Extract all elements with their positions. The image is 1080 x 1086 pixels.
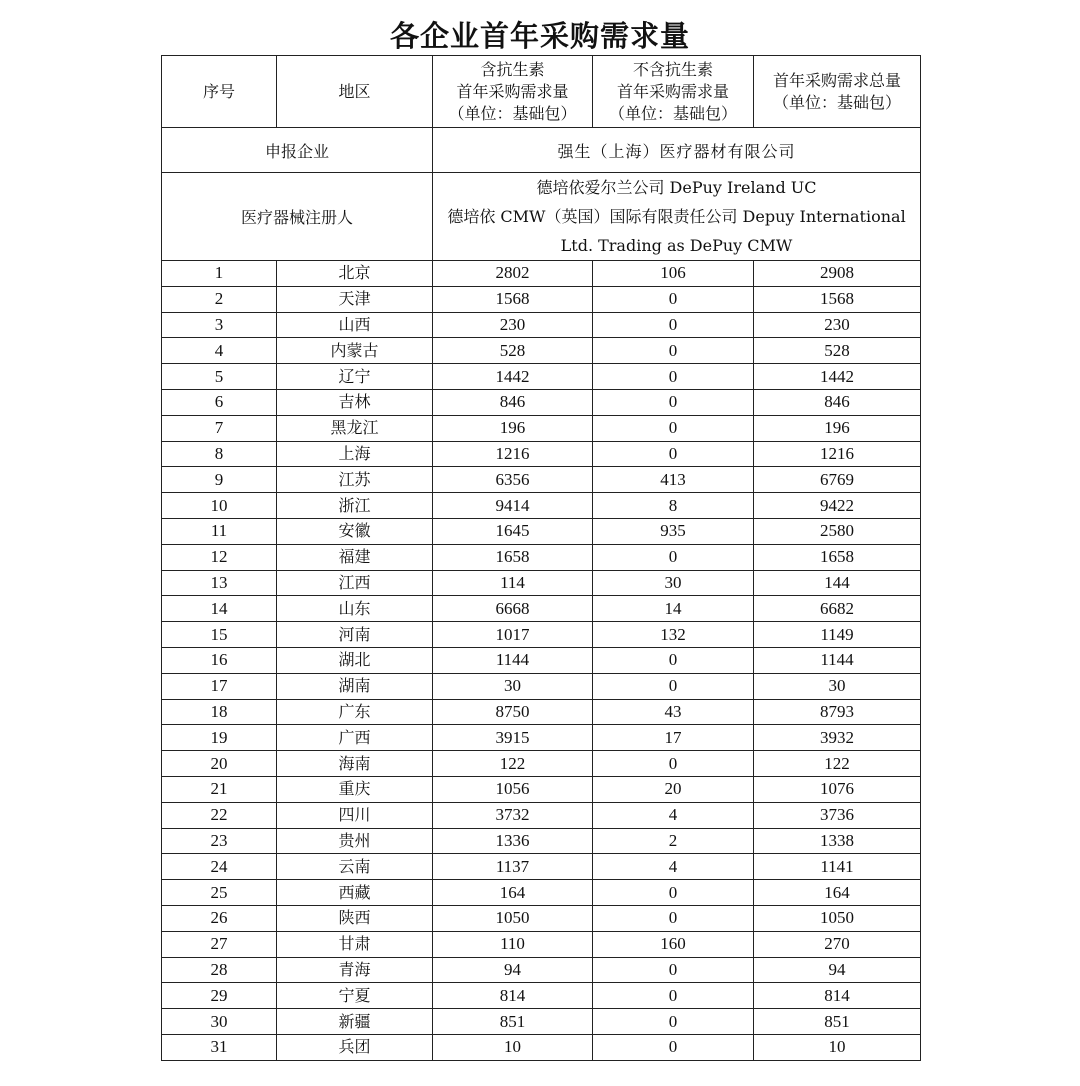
cell-seq: 10 — [162, 493, 277, 519]
cell-total: 10 — [754, 1034, 921, 1060]
registrant-label: 医疗器械注册人 — [162, 173, 433, 261]
cell-total: 814 — [754, 983, 921, 1009]
cell-without-antibiotic: 0 — [593, 338, 754, 364]
cell-seq: 11 — [162, 518, 277, 544]
cell-region: 贵州 — [277, 828, 433, 854]
cell-with-antibiotic: 196 — [433, 415, 593, 441]
cell-without-antibiotic: 0 — [593, 364, 754, 390]
cell-seq: 25 — [162, 880, 277, 906]
cell-with-antibiotic: 2802 — [433, 261, 593, 287]
cell-without-antibiotic: 0 — [593, 441, 754, 467]
cell-without-antibiotic: 0 — [593, 751, 754, 777]
table-row — [162, 518, 921, 544]
cell-total: 3932 — [754, 725, 921, 751]
cell-with-antibiotic: 1017 — [433, 622, 593, 648]
cell-seq: 8 — [162, 441, 277, 467]
cell-region: 湖南 — [277, 673, 433, 699]
table-row — [162, 673, 921, 699]
cell-total: 1216 — [754, 441, 921, 467]
cell-seq: 31 — [162, 1034, 277, 1060]
cell-with-antibiotic: 1050 — [433, 905, 593, 931]
cell-with-antibiotic: 30 — [433, 673, 593, 699]
cell-seq: 13 — [162, 570, 277, 596]
cell-without-antibiotic: 0 — [593, 880, 754, 906]
table-row — [162, 364, 921, 390]
header-seq: 序号 — [162, 56, 277, 128]
cell-seq: 24 — [162, 854, 277, 880]
applicant-row — [162, 128, 921, 173]
header-without-antibiotic-line-1: 不含抗生素 — [632, 59, 713, 79]
header-without-antibiotic-line-3: （单位：基础包） — [608, 103, 737, 123]
cell-seq: 6 — [162, 389, 277, 415]
table-row — [162, 544, 921, 570]
cell-seq: 23 — [162, 828, 277, 854]
table-row — [162, 957, 921, 983]
cell-region: 江西 — [277, 570, 433, 596]
cell-without-antibiotic: 4 — [593, 802, 754, 828]
cell-total: 1149 — [754, 622, 921, 648]
header-without-antibiotic — [593, 56, 754, 128]
cell-region: 河南 — [277, 622, 433, 648]
cell-with-antibiotic: 1144 — [433, 647, 593, 673]
cell-with-antibiotic: 1658 — [433, 544, 593, 570]
cell-seq: 14 — [162, 596, 277, 622]
table-row — [162, 931, 921, 957]
cell-region: 兵团 — [277, 1034, 433, 1060]
table-row — [162, 261, 921, 287]
cell-without-antibiotic: 4 — [593, 854, 754, 880]
cell-region: 安徽 — [277, 518, 433, 544]
cell-seq: 16 — [162, 647, 277, 673]
cell-without-antibiotic: 413 — [593, 467, 754, 493]
cell-with-antibiotic: 846 — [433, 389, 593, 415]
cell-total: 230 — [754, 312, 921, 338]
cell-without-antibiotic: 20 — [593, 776, 754, 802]
table-row — [162, 725, 921, 751]
cell-without-antibiotic: 0 — [593, 544, 754, 570]
cell-total: 1076 — [754, 776, 921, 802]
cell-region: 天津 — [277, 286, 433, 312]
table-row — [162, 338, 921, 364]
cell-total: 1144 — [754, 647, 921, 673]
cell-seq: 3 — [162, 312, 277, 338]
cell-without-antibiotic: 0 — [593, 905, 754, 931]
cell-with-antibiotic: 3732 — [433, 802, 593, 828]
cell-seq: 9 — [162, 467, 277, 493]
cell-region: 福建 — [277, 544, 433, 570]
cell-without-antibiotic: 2 — [593, 828, 754, 854]
cell-seq: 17 — [162, 673, 277, 699]
cell-total: 6769 — [754, 467, 921, 493]
cell-region: 山西 — [277, 312, 433, 338]
cell-region: 西藏 — [277, 880, 433, 906]
table-row — [162, 622, 921, 648]
table-row — [162, 312, 921, 338]
cell-with-antibiotic: 1442 — [433, 364, 593, 390]
table-row — [162, 441, 921, 467]
header-total — [754, 56, 921, 128]
cell-region: 辽宁 — [277, 364, 433, 390]
cell-region: 四川 — [277, 802, 433, 828]
cell-without-antibiotic: 0 — [593, 983, 754, 1009]
registrant-line-3: Ltd. Trading as DePuy CMW — [560, 236, 793, 255]
cell-region: 江苏 — [277, 467, 433, 493]
cell-seq: 4 — [162, 338, 277, 364]
cell-region: 山东 — [277, 596, 433, 622]
registrant-line-2: 德培依 CMW（英国）国际有限责任公司 Depuy International — [447, 207, 906, 226]
table-row — [162, 905, 921, 931]
cell-total: 30 — [754, 673, 921, 699]
applicant-value: 强生（上海）医疗器材有限公司 — [433, 128, 921, 173]
cell-with-antibiotic: 164 — [433, 880, 593, 906]
cell-without-antibiotic: 0 — [593, 286, 754, 312]
cell-with-antibiotic: 6668 — [433, 596, 593, 622]
table-row — [162, 983, 921, 1009]
header-with-antibiotic-line-2: 首年采购需求量 — [456, 81, 569, 101]
cell-region: 海南 — [277, 751, 433, 777]
applicant-label: 申报企业 — [162, 128, 433, 173]
table-row — [162, 415, 921, 441]
cell-without-antibiotic: 0 — [593, 389, 754, 415]
cell-seq: 27 — [162, 931, 277, 957]
header-total-line-2: （单位：基础包） — [772, 92, 901, 112]
cell-with-antibiotic: 1336 — [433, 828, 593, 854]
cell-with-antibiotic: 1216 — [433, 441, 593, 467]
table-row — [162, 647, 921, 673]
cell-seq: 19 — [162, 725, 277, 751]
cell-without-antibiotic: 132 — [593, 622, 754, 648]
cell-seq: 26 — [162, 905, 277, 931]
table-row — [162, 699, 921, 725]
cell-seq: 22 — [162, 802, 277, 828]
cell-region: 吉林 — [277, 389, 433, 415]
table-row — [162, 828, 921, 854]
cell-total: 8793 — [754, 699, 921, 725]
table-row — [162, 286, 921, 312]
cell-with-antibiotic: 1137 — [433, 854, 593, 880]
cell-region: 湖北 — [277, 647, 433, 673]
cell-region: 宁夏 — [277, 983, 433, 1009]
cell-without-antibiotic: 0 — [593, 1009, 754, 1035]
cell-region: 黑龙江 — [277, 415, 433, 441]
cell-seq: 20 — [162, 751, 277, 777]
cell-total: 164 — [754, 880, 921, 906]
cell-seq: 2 — [162, 286, 277, 312]
header-total-line-1: 首年采购需求总量 — [772, 70, 901, 90]
cell-with-antibiotic: 114 — [433, 570, 593, 596]
cell-with-antibiotic: 10 — [433, 1034, 593, 1060]
cell-region: 新疆 — [277, 1009, 433, 1035]
procurement-table — [161, 55, 921, 1061]
cell-without-antibiotic: 160 — [593, 931, 754, 957]
cell-without-antibiotic: 8 — [593, 493, 754, 519]
cell-region: 浙江 — [277, 493, 433, 519]
cell-without-antibiotic: 106 — [593, 261, 754, 287]
cell-seq: 15 — [162, 622, 277, 648]
cell-with-antibiotic: 122 — [433, 751, 593, 777]
cell-seq: 18 — [162, 699, 277, 725]
table-row — [162, 880, 921, 906]
cell-total: 1658 — [754, 544, 921, 570]
cell-with-antibiotic: 528 — [433, 338, 593, 364]
cell-seq: 7 — [162, 415, 277, 441]
cell-total: 196 — [754, 415, 921, 441]
cell-total: 2908 — [754, 261, 921, 287]
cell-with-antibiotic: 6356 — [433, 467, 593, 493]
cell-with-antibiotic: 94 — [433, 957, 593, 983]
cell-total: 1442 — [754, 364, 921, 390]
cell-without-antibiotic: 935 — [593, 518, 754, 544]
cell-total: 1568 — [754, 286, 921, 312]
header-with-antibiotic-line-1: 含抗生素 — [480, 59, 545, 79]
cell-seq: 28 — [162, 957, 277, 983]
cell-total: 144 — [754, 570, 921, 596]
table-row — [162, 1034, 921, 1060]
cell-without-antibiotic: 0 — [593, 957, 754, 983]
cell-total: 122 — [754, 751, 921, 777]
cell-without-antibiotic: 17 — [593, 725, 754, 751]
cell-total: 3736 — [754, 802, 921, 828]
table-row — [162, 596, 921, 622]
cell-region: 青海 — [277, 957, 433, 983]
page-title: 各企业首年采购需求量 — [389, 19, 690, 53]
table-row — [162, 493, 921, 519]
table-row — [162, 467, 921, 493]
header-row — [162, 56, 921, 128]
cell-without-antibiotic: 0 — [593, 312, 754, 338]
cell-seq: 30 — [162, 1009, 277, 1035]
table-row — [162, 751, 921, 777]
cell-without-antibiotic: 0 — [593, 647, 754, 673]
registrant-line-1: 德培依爱尔兰公司 DePuy Ireland UC — [536, 178, 817, 197]
cell-total: 851 — [754, 1009, 921, 1035]
table-row — [162, 570, 921, 596]
cell-total: 528 — [754, 338, 921, 364]
cell-with-antibiotic: 230 — [433, 312, 593, 338]
cell-without-antibiotic: 0 — [593, 415, 754, 441]
cell-region: 上海 — [277, 441, 433, 467]
cell-total: 2580 — [754, 518, 921, 544]
cell-seq: 29 — [162, 983, 277, 1009]
registrant-value — [433, 173, 921, 261]
cell-with-antibiotic: 814 — [433, 983, 593, 1009]
cell-with-antibiotic: 8750 — [433, 699, 593, 725]
cell-region: 内蒙古 — [277, 338, 433, 364]
cell-with-antibiotic: 1568 — [433, 286, 593, 312]
header-without-antibiotic-line-2: 首年采购需求量 — [616, 81, 729, 101]
table-row — [162, 389, 921, 415]
cell-without-antibiotic: 43 — [593, 699, 754, 725]
cell-without-antibiotic: 30 — [593, 570, 754, 596]
cell-seq: 21 — [162, 776, 277, 802]
cell-without-antibiotic: 0 — [593, 1034, 754, 1060]
registrant-row — [162, 173, 921, 261]
cell-total: 1050 — [754, 905, 921, 931]
table-row — [162, 1009, 921, 1035]
cell-region: 云南 — [277, 854, 433, 880]
cell-without-antibiotic: 14 — [593, 596, 754, 622]
header-with-antibiotic-line-3: （单位：基础包） — [448, 103, 577, 123]
cell-with-antibiotic: 9414 — [433, 493, 593, 519]
cell-without-antibiotic: 0 — [593, 673, 754, 699]
cell-region: 陕西 — [277, 905, 433, 931]
cell-total: 1141 — [754, 854, 921, 880]
cell-with-antibiotic: 851 — [433, 1009, 593, 1035]
cell-with-antibiotic: 3915 — [433, 725, 593, 751]
cell-total: 9422 — [754, 493, 921, 519]
cell-total: 1338 — [754, 828, 921, 854]
table-row — [162, 854, 921, 880]
cell-region: 广西 — [277, 725, 433, 751]
cell-total: 846 — [754, 389, 921, 415]
table-row — [162, 776, 921, 802]
cell-seq: 5 — [162, 364, 277, 390]
header-region: 地区 — [277, 56, 433, 128]
table-row — [162, 802, 921, 828]
cell-with-antibiotic: 110 — [433, 931, 593, 957]
cell-with-antibiotic: 1056 — [433, 776, 593, 802]
cell-total: 94 — [754, 957, 921, 983]
cell-seq: 12 — [162, 544, 277, 570]
cell-with-antibiotic: 1645 — [433, 518, 593, 544]
cell-region: 广东 — [277, 699, 433, 725]
cell-seq: 1 — [162, 261, 277, 287]
cell-total: 6682 — [754, 596, 921, 622]
cell-total: 270 — [754, 931, 921, 957]
cell-region: 北京 — [277, 261, 433, 287]
cell-region: 重庆 — [277, 776, 433, 802]
header-with-antibiotic — [433, 56, 593, 128]
cell-region: 甘肃 — [277, 931, 433, 957]
